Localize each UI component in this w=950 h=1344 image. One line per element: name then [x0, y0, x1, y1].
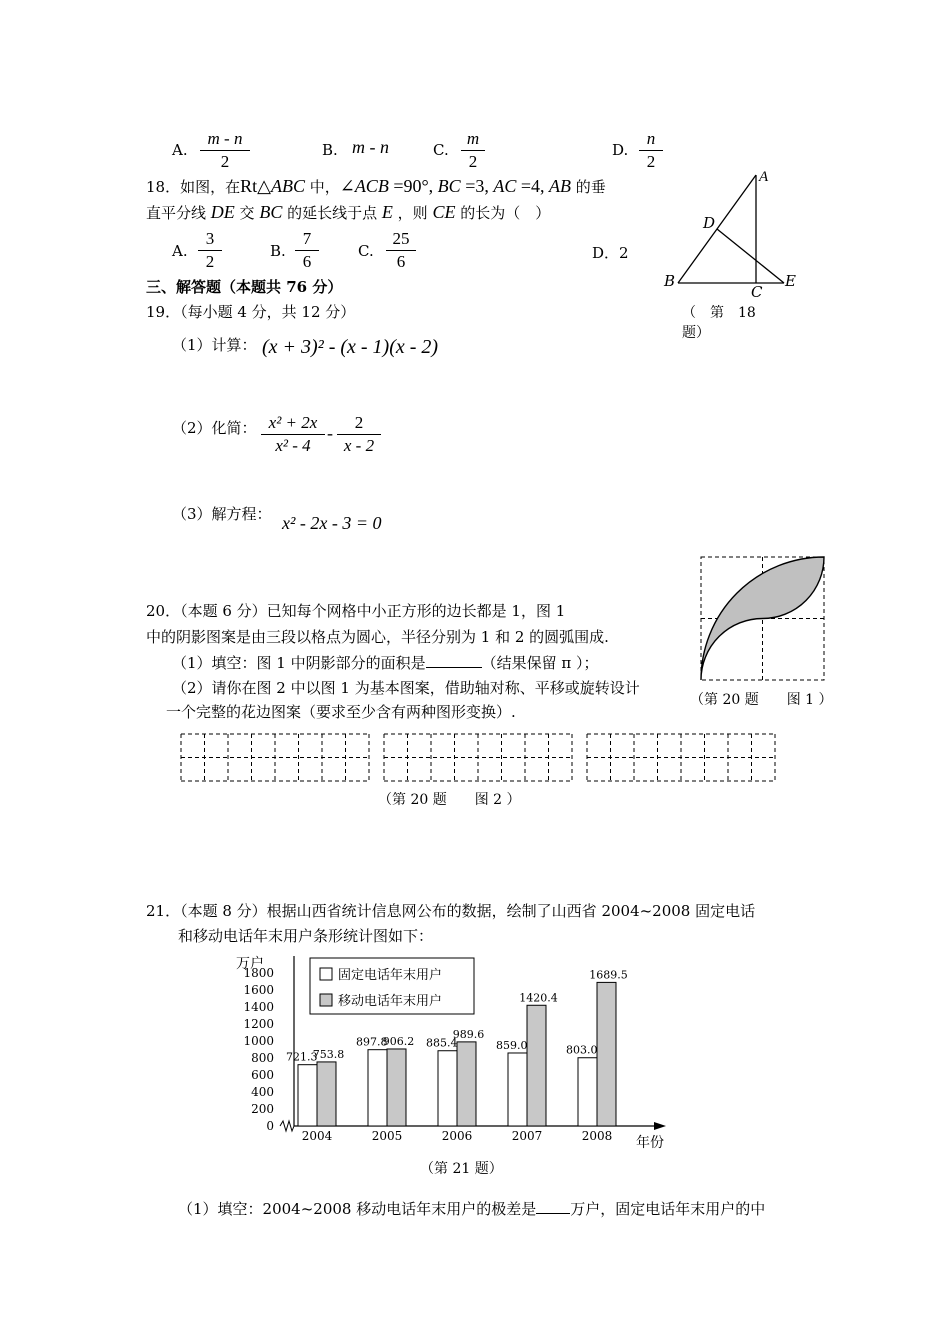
y-tick-label: 1800 — [243, 966, 274, 980]
q18-c-numerator: 25 — [386, 228, 416, 251]
q17-c-denominator: 2 — [468, 152, 478, 171]
q19-part1-label: （1）计算： — [172, 336, 257, 354]
bar-value-label: 753.8 — [312, 1047, 345, 1061]
x-axis-label: 年份 — [636, 1135, 664, 1151]
q18-a-numerator: 3 — [198, 228, 222, 251]
bar-value-label: 897.8 — [356, 1035, 388, 1049]
y-tick-label: 1600 — [243, 983, 274, 997]
q18-stem-line2 — [146, 202, 550, 223]
q20-part1-text: （1）填空：图 1 中阴影部分的面积是 — [172, 654, 426, 672]
chart-legend — [310, 958, 474, 1014]
q18-text: 的长为（ ） — [455, 204, 551, 222]
y-tick-label: 1400 — [243, 1000, 274, 1014]
q17-d-denominator: 2 — [646, 152, 656, 171]
segment-de — [717, 229, 784, 283]
section-3-title: 三、解答题（本题共 76 分） — [146, 278, 343, 296]
bar-value-label: 721.3 — [286, 1050, 318, 1064]
q17-option-c-fraction — [461, 128, 485, 173]
q18-b-numerator: 7 — [295, 228, 319, 251]
q20-answer-blank[interactable] — [426, 653, 482, 668]
q18-text: 交 — [234, 204, 260, 222]
y-axis-label: 万户 — [236, 956, 264, 972]
y-tick-label: 600 — [251, 1068, 274, 1082]
q20-grid-2 — [384, 734, 572, 781]
q18-text: =3, — [460, 176, 494, 196]
q20-figure-2-caption: （第 20 题 图 2 ） — [378, 792, 521, 808]
q19-part2-label: （2）化简： — [172, 419, 257, 437]
q18-figure-caption-2: 题） — [682, 325, 710, 341]
q19-part2-fraction-2 — [337, 412, 381, 457]
q20-line-2: 中的阴影图案是由三段以格点为圆心，半径分别为 1 和 2 的圆弧围成. — [146, 628, 609, 646]
q18-option-a-fraction — [198, 228, 222, 273]
q20-line-1: 20．（本题 6 分）已知每个网格中小正方形的边长都是 1，图 1 — [146, 602, 566, 620]
q20-figure-1 — [699, 555, 827, 683]
q20-figure-1-caption: （第 20 题 图 1 ） — [690, 692, 833, 708]
q18-text: ，则 — [392, 204, 433, 222]
q19-part1-expression: (x + 3)² - (x - 1)(x - 2) — [262, 336, 439, 358]
q18-stem-line1 — [146, 176, 606, 197]
x-tick-label: 2005 — [371, 1129, 403, 1143]
x-tick-label: 2007 — [511, 1129, 543, 1143]
y-tick-label: 200 — [251, 1102, 274, 1116]
x-tick-label: 2008 — [581, 1129, 613, 1143]
y-tick-label: 0 — [266, 1119, 274, 1133]
axis-break-mark — [280, 1121, 294, 1131]
point-c-label: C — [751, 283, 763, 300]
q18-option-c-fraction — [386, 228, 416, 273]
point-b-label: B — [664, 272, 676, 290]
bar-mobile-2006 — [457, 1042, 476, 1126]
q18-text: AB — [549, 176, 572, 196]
point-d-label: D — [703, 214, 716, 232]
legend-label: 固定电话年末用户 — [338, 968, 443, 983]
q19-header: 19．（每小题 4 分，共 12 分） — [146, 303, 356, 321]
q20-part2-line2: 一个完整的花边图案（要求至少含有两种图形变换）. — [166, 703, 516, 721]
q18-text: DE — [210, 202, 235, 222]
q18-text: ABC — [270, 176, 305, 196]
q21-caption: （第 21 题） — [420, 1161, 503, 1177]
legend-swatch — [320, 994, 332, 1006]
q18-option-b-label: B. — [270, 242, 286, 260]
q18-text: CE — [432, 202, 456, 222]
q21-line-1: 21．（本题 8 分）根据山西省统计信息网公布的数据，绘制了山西省 2004~2008 固定电话 — [146, 902, 756, 920]
q18-text: 中， — [304, 178, 340, 196]
q18-text: ∠ACB — [339, 176, 389, 196]
y-tick-label: 1200 — [243, 1017, 274, 1031]
q20-part2-line1: （2）请你在图 2 中以图 1 为基本图案，借助轴对称、平移或旋转设计 — [172, 679, 640, 697]
q18-text: E — [381, 202, 393, 222]
point-a-label: A — [759, 169, 769, 185]
q18-a-denominator: 2 — [205, 252, 215, 271]
q19-p2-denominator-2: x - 2 — [343, 436, 375, 455]
q19-part3-expression: x² - 2x - 3 = 0 — [282, 513, 382, 533]
q20-grid-1 — [181, 734, 369, 781]
bar-mobile-2008 — [597, 982, 616, 1126]
q21-part1-suffix: 万户，固定电话年末用户的中 — [570, 1200, 766, 1218]
bar-value-label: 885.4 — [426, 1036, 458, 1050]
x-tick-label: 2004 — [301, 1129, 333, 1143]
q18-text: 18．如图，在 — [146, 178, 241, 196]
q21-part1-text: （1）填空：2004~2008 移动电话年末用户的极差是 — [178, 1200, 537, 1218]
q18-text: BC — [437, 176, 461, 196]
bar-value-label: 989.6 — [452, 1027, 485, 1041]
legend-label: 移动电话年末用户 — [338, 994, 443, 1009]
q18-text: AC — [493, 176, 517, 196]
q18-option-c-label: C. — [358, 242, 374, 260]
q17-option-b-expr: m - n — [352, 137, 389, 157]
q17-option-a-fraction — [200, 128, 250, 173]
q21-part1 — [178, 1198, 765, 1219]
q18-text: =4, — [516, 176, 550, 196]
q17-a-denominator: 2 — [220, 152, 230, 171]
q17-option-d-label: D. — [612, 141, 629, 159]
bar-fixed-2008 — [578, 1058, 597, 1126]
q17-option-a-label: A. — [172, 141, 188, 159]
q20-grid-group — [181, 734, 775, 781]
q17-option-c-label: C. — [433, 141, 449, 159]
q17-a-numerator: m - n — [200, 128, 250, 151]
bar-mobile-2004 — [317, 1062, 336, 1126]
bar-fixed-2004 — [298, 1065, 317, 1126]
y-tick-label: 400 — [251, 1085, 274, 1099]
y-tick-label: 1000 — [243, 1034, 274, 1048]
bar-value-label: 1420.4 — [519, 991, 558, 1005]
q21-bar-chart — [228, 950, 678, 1155]
q17-c-numerator: m — [461, 128, 485, 151]
q18-text: 的延长线于点 — [282, 204, 382, 222]
q20-figure-2-grids — [178, 732, 778, 786]
q18-text: Rt△ — [240, 176, 271, 196]
bar-fixed-2007 — [508, 1053, 527, 1126]
bar-value-label: 859.0 — [496, 1038, 528, 1052]
q18-b-denominator: 6 — [302, 252, 312, 271]
q18-text: BC — [259, 202, 283, 222]
q17-d-numerator: n — [639, 128, 663, 151]
q18-text: 直平分线 — [146, 204, 211, 222]
q17-option-b-label: B. — [322, 141, 338, 159]
q18-text: =90°, — [388, 176, 438, 196]
bar-mobile-2007 — [527, 1005, 546, 1126]
q19-part2-minus: - — [327, 423, 333, 443]
q18-triangle-figure — [660, 165, 800, 300]
q20-shaded-leaf — [701, 557, 824, 680]
point-e-label: E — [785, 272, 796, 290]
q19-p2-numerator-2: 2 — [337, 412, 381, 435]
q18-text: 的垂 — [571, 178, 606, 196]
q18-option-a-label: A. — [172, 242, 188, 260]
legend-swatch — [320, 968, 332, 980]
q19-p2-denominator-1: x² - 4 — [275, 436, 311, 455]
bar-value-label: 1689.5 — [589, 968, 628, 982]
q21-answer-blank[interactable] — [536, 1199, 570, 1214]
y-tick-label: 800 — [251, 1051, 274, 1065]
bar-value-label: 906.2 — [382, 1034, 415, 1048]
q20-part1 — [172, 652, 599, 673]
q21-line-2: 和移动电话年末用户条形统计图如下： — [178, 927, 434, 945]
q19-part3-label: （3）解方程： — [172, 505, 272, 523]
q20-part1-suffix: （结果保留 π ）； — [481, 654, 599, 672]
bar-mobile-2005 — [387, 1049, 406, 1126]
x-axis-arrow — [654, 1122, 666, 1130]
bar-fixed-2005 — [368, 1050, 387, 1126]
q18-option-d-label: D．2 — [592, 244, 629, 262]
q18-option-b-fraction — [295, 228, 319, 273]
q18-figure-caption-1: （ 第 18 — [682, 305, 756, 321]
bar-fixed-2006 — [438, 1051, 457, 1126]
q19-part2-fraction-1 — [261, 412, 325, 457]
bar-value-label: 803.0 — [566, 1043, 598, 1057]
q20-grid-3 — [587, 734, 775, 781]
x-tick-label: 2006 — [441, 1129, 473, 1143]
q19-p2-numerator-1: x² + 2x — [261, 412, 325, 435]
q18-c-denominator: 6 — [396, 252, 406, 271]
